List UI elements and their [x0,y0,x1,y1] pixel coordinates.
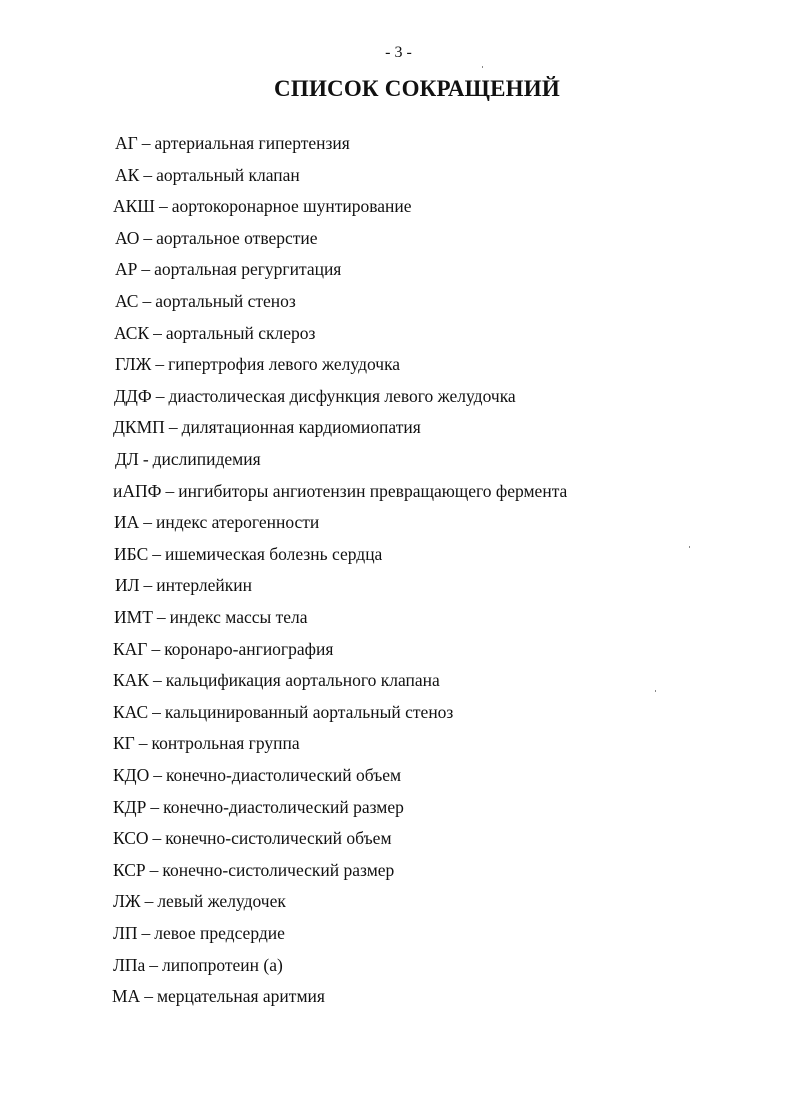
abbreviation-separator: – [143,227,153,248]
abbreviation-item [113,763,401,787]
abbreviation-item [113,194,412,218]
abbreviation-definition: коронаро-ангиография [164,638,334,659]
abbreviation-term: ИМТ [114,607,153,627]
abbreviation-term: КСО [113,828,149,849]
abbreviation-term: КАГ [113,638,148,659]
abbreviation-separator: – [165,480,175,501]
abbreviation-term: КГ [113,733,135,754]
abbreviation-definition: гипертрофия левого желудочка [168,354,401,375]
abbreviation-separator: – [151,638,161,659]
abbreviation-term: КСР [113,859,146,880]
abbreviation-separator: – [152,701,161,722]
abbreviation-term: АСК [114,322,150,343]
abbreviation-term: АР [115,259,138,280]
abbreviation-separator: – [155,354,165,375]
abbreviation-definition: аортокоронарное шунтирование [171,196,412,217]
abbreviation-item [114,384,516,408]
abbreviation-definition: левое предсердие [154,923,285,943]
abbreviation-term: МА [112,986,141,1007]
abbreviation-item [113,479,567,503]
abbreviation-separator: – [153,765,162,785]
abbreviation-term: ИБС [114,543,149,564]
abbreviation-item [114,542,382,566]
abbreviation-separator: – [143,512,153,533]
abbreviation-item [113,795,404,819]
abbreviation-definition: ингибиторы ангиотензин превращающего фермента [178,480,568,501]
abbreviation-term: ЛЖ [113,891,141,912]
abbreviation-item [114,605,308,629]
abbreviation-separator: – [152,670,162,691]
scan-speck [689,546,690,548]
abbreviation-term: КДО [113,765,150,785]
abbreviation-definition: аортальный стеноз [155,291,296,311]
abbreviation-definition: диастолическая дисфункция левого желудочка [168,385,516,406]
abbreviation-item [115,257,341,281]
abbreviation-term: АК [115,164,140,185]
abbreviation-term: АКШ [113,196,155,217]
abbreviation-separator: – [138,733,148,754]
abbreviation-item [113,668,440,692]
abbreviation-item [113,858,394,882]
abbreviation-item [115,289,296,313]
abbreviation-separator: – [143,575,153,596]
abbreviation-definition: конечно-систолический объем [165,828,392,849]
abbreviation-separator: – [144,891,154,912]
abbreviation-separator: – [141,259,151,280]
abbreviation-term: ДЛ [115,449,139,469]
abbreviation-item [113,731,300,755]
abbreviation-definition: конечно-систолический размер [162,859,395,880]
abbreviation-definition: интерлейкин [156,575,253,596]
abbreviation-item [113,921,285,945]
abbreviation-separator: – [158,196,168,217]
abbreviation-definition: липопротеин (а) [162,954,283,975]
abbreviation-item [115,226,318,250]
abbreviation-definition: индекс массы тела [169,607,308,627]
abbreviation-definition: мерцательная аритмия [156,986,325,1007]
abbreviation-term: ДДФ [114,385,152,406]
abbreviation-definition: конечно-диастолический размер [163,796,404,817]
abbreviation-term: ЛПа [113,954,146,975]
abbreviation-term: ЛП [113,923,138,943]
abbreviation-separator: – [149,954,159,975]
abbreviation-separator: – [141,133,151,153]
abbreviation-definition: левый желудочек [157,891,286,912]
abbreviation-separator: – [155,385,165,406]
abbreviation-term: иАПФ [113,480,162,501]
scan-speck [655,690,656,692]
abbreviation-separator: – [153,322,162,343]
abbreviation-term: КАК [113,670,149,691]
abbreviation-separator: – [149,859,159,880]
abbreviation-term: АС [115,291,139,311]
abbreviation-definition: ишемическая болезнь сердца [165,543,383,564]
abbreviation-definition: дислипидемия [152,449,261,469]
abbreviation-separator: – [156,607,166,627]
abbreviation-definition: аортальный склероз [165,322,316,343]
abbreviation-item [113,637,333,661]
abbreviation-term: АО [115,227,140,248]
abbreviation-item [113,889,286,913]
abbreviation-item [113,415,421,439]
abbreviation-item [112,984,325,1008]
abbreviation-separator: – [152,828,162,849]
abbreviation-item [115,163,300,187]
abbreviation-term: ИЛ [115,575,140,596]
page-number: - 3 - [385,44,412,61]
abbreviation-item [115,573,252,597]
abbreviation-definition: аортальное отверстие [156,227,318,248]
abbreviation-separator: – [142,291,152,311]
abbreviation-term: ГЛЖ [115,354,152,375]
abbreviation-term: АГ [115,133,138,153]
abbreviation-separator: - [142,449,149,469]
abbreviation-separator: – [144,986,153,1007]
abbreviation-definition: дилятационная кардиомиопатия [181,417,421,438]
abbreviation-separator: – [152,543,161,564]
abbreviation-term: ДКМП [113,417,165,438]
abbreviation-separator: – [143,164,153,185]
abbreviation-definition: кальцификация аортального клапана [165,670,440,691]
abbreviation-definition: контрольная группа [151,733,300,754]
page-title: СПИСОК СОКРАЩЕНИЙ [274,76,560,101]
abbreviation-separator: – [168,417,178,438]
abbreviation-definition: аортальная регургитация [154,259,342,280]
abbreviation-term: ИА [114,512,140,533]
abbreviation-item [113,700,453,724]
abbreviation-separator: – [150,796,160,817]
abbreviation-item [113,826,392,850]
abbreviation-item [115,131,350,155]
abbreviation-item [115,352,400,376]
abbreviation-item [115,447,261,471]
abbreviation-item [113,953,283,977]
abbreviation-item [114,321,315,345]
abbreviation-separator: – [141,923,151,943]
abbreviation-term: КДР [113,796,147,817]
abbreviation-item [114,510,319,534]
abbreviation-term: КАС [113,701,149,722]
abbreviation-definition: аортальный клапан [156,164,300,185]
abbreviation-definition: конечно-диастолический объем [166,765,402,785]
abbreviation-definition: артериальная гипертензия [154,133,350,153]
abbreviation-definition: индекс атерогенности [156,512,320,533]
abbreviation-definition: кальцинированный аортальный стеноз [164,701,454,722]
scan-speck [482,66,483,68]
